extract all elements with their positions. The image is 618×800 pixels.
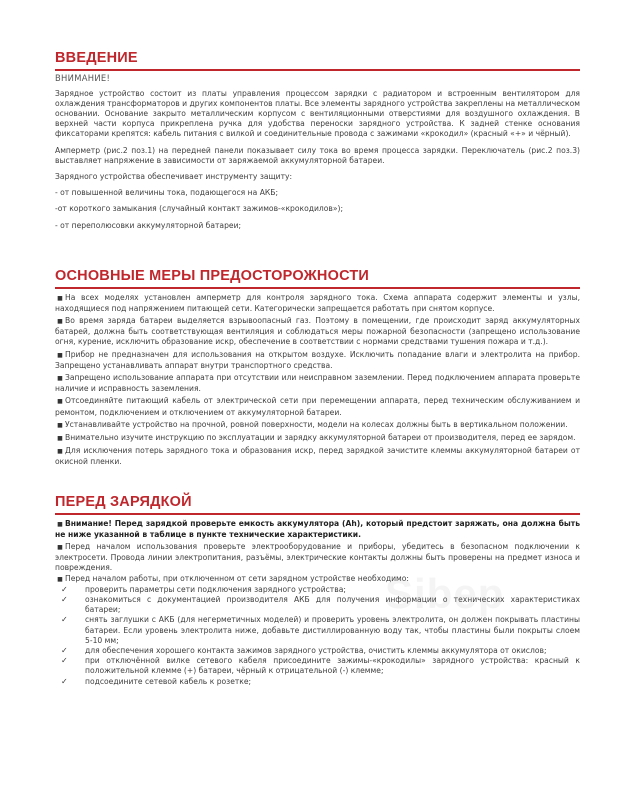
list-item: ■ На всех моделях установлен амперметр для контроля зарядного тока. Схема аппарата содержит элементы и узлы, находящиеся под напряжением питающей сети. Категорически запрещается работать при снятом корпусе. [55, 292, 580, 313]
square-bullet-icon: ■ [57, 448, 63, 456]
intro-paragraph: Зарядного устройства обеспечивает инструменту защиту: [55, 171, 293, 181]
checkmark-icon: ✓ [61, 676, 68, 686]
intro-list-item: - от повышенной величины тока, подающегося на АКБ; [55, 188, 279, 198]
checklist-item: ✓ снять заглушки с АКБ (для негерметичных моделей) и проверить уровень электролита, он должен покрывать пластины батареи. Если уровень электролита ниже, добавьте дистиллированную воду так, чтобы пластины были покрыты слоем 5-10 мм; [55, 615, 580, 646]
checklist-item: ✓ проверить параметры сети подключения зарядного устройства; [55, 585, 580, 595]
checkmark-icon: ✓ [61, 584, 68, 594]
checkmark-icon: ✓ [61, 656, 68, 666]
list-item: ■ Прибор не предназначен для использования на открытом воздухе. Исключить попадание влаги и электролита на прибор. Запрещено устанавливать аппарат внутри транспортного средства. [55, 349, 580, 370]
square-bullet-icon: ■ [57, 294, 63, 302]
square-bullet-icon: ■ [57, 575, 63, 583]
square-bullet-icon: ■ [57, 317, 63, 325]
checkmark-icon: ✓ [61, 645, 68, 655]
list-item: ■ Устанавливайте устройство на прочной, ровной поверхности, модели на колесах должны быть в вертикальном положении. [55, 420, 580, 431]
checklist-item: ✓ для обеспечения хорошего контакта зажимов зарядного устройства, очистить клеммы аккумулятора от окислов; [55, 646, 580, 656]
section-title-precautions: ОСНОВНЫЕ МЕРЫ ПРЕДОСТОРОЖНОСТИ [55, 268, 370, 284]
section-title-before-charging: ПЕРЕД ЗАРЯДКОЙ [55, 494, 192, 510]
watermark: Sibep [385, 570, 505, 617]
precautions-section [55, 268, 580, 468]
intro-list-item: -от короткого замыкания (случайный контакт зажимов-«крокодилов»); [55, 204, 344, 214]
list-item: ■ Для исключения потерь зарядного тока и образования искр, перед зарядкой зачистите клеммы аккумуляторной батареи от окисной пленки. [55, 446, 580, 467]
intro-section [55, 50, 580, 231]
square-bullet-icon: ■ [57, 351, 63, 359]
square-bullet-icon: ■ [57, 398, 63, 406]
intro-list-item: - от переполюсовки аккумуляторной батареи; [55, 220, 242, 230]
checklist-item: ✓ при отключённой вилке сетевого кабеля присоедините зажимы-«крокодилы» зарядного устройства: красный к положительной клемме (+) батареи, чёрный к отрицательной (-) клемме; [55, 656, 580, 676]
square-bullet-icon: ■ [57, 520, 63, 528]
list-item: ■ Перед началом работы, при отключенном от сети зарядном устройстве необходимо: [55, 574, 580, 585]
square-bullet-icon: ■ [57, 543, 63, 551]
checklist-item: ✓ ознакомиться с документацией производителя АКБ для получения информации о технических характеристиках батареи; [55, 595, 580, 615]
intro-paragraph: Зарядное устройство состоит из платы управления процессом зарядки с радиатором и встроенным вентилятором для охлаждения трансформаторов и других компонентов платы. Все элементы зарядного устройства закреплены на металлическом основании. Основание закрыто металлическим корпусом с вентиляционными отверстиями для воздушного охлаждения. В верхней части корпуса прикреплена ручка для удобства переноски зарядного устройства. К задней стенке основания фиксаторами крепятся: кабель питания с вилкой и соединительные провода с зажимами «крокодил» (красный «+» и чёрный). [55, 88, 580, 139]
checkmark-icon: ✓ [61, 615, 68, 625]
intro-subtitle: ВНИМАНИЕ! [55, 72, 111, 83]
list-item: ■ Во время заряда батареи выделяется взрывоопасный газ. Поэтому в помещении, где происходит заряд аккумуляторных батарей, должна быть соответствующая вентиляция и соблюдаться меры пожарной безопасности (запрещено использование огня, курение, исключить образование искр, обеспечение в соответствии с нормами средствами тушения пожара и т.д.). [55, 315, 580, 347]
list-item: ■ Перед началом использования проверьте электрооборудование и приборы, убедитесь в безопасном подключении к электросети. Провода линии электропитания, разъёмы, электрические контакты должны быть проверены на предмет износа и повреждения. [55, 541, 580, 573]
checkmark-icon: ✓ [61, 594, 68, 604]
section-divider [55, 69, 580, 71]
square-bullet-icon: ■ [57, 434, 63, 442]
list-item: ■ Отсоединяйте питающий кабель от электрической сети при перемещении аппарата, перед техническим обслуживанием и ремонтом, подключением и отключением от аккумуляторной батареи. [55, 396, 580, 417]
square-bullet-icon: ■ [57, 421, 63, 429]
warning-note: ■ Внимание! Перед зарядкой проверьте емкость аккумулятора (Ah), который предстоит заряжать, она должна быть не ниже указанной в таблице в пункте технические характеристики. [55, 518, 580, 539]
square-bullet-icon: ■ [57, 374, 63, 382]
list-item: ■ Внимательно изучите инструкцию по эксплуатации и зарядку аккумуляторной батареи от производителя, перед ее зарядом. [55, 433, 580, 444]
checklist-item: ✓ подсоедините сетевой кабель к розетке; [55, 677, 580, 687]
section-title-intro: ВВЕДЕНИЕ [55, 50, 138, 66]
intro-paragraph: Амперметр (рис.2 поз.1) на передней панели показывает силу тока во время процесса зарядки. Переключатель (рис.2 поз.3) выставляет напряжение в зависимости от заряжаемой аккумуляторной батареи. [55, 145, 580, 165]
list-item: ■ Запрещено использование аппарата при отсутствии или неисправном заземлении. Перед подключением аппарата проверьте наличие и исправность заземления. [55, 372, 580, 394]
